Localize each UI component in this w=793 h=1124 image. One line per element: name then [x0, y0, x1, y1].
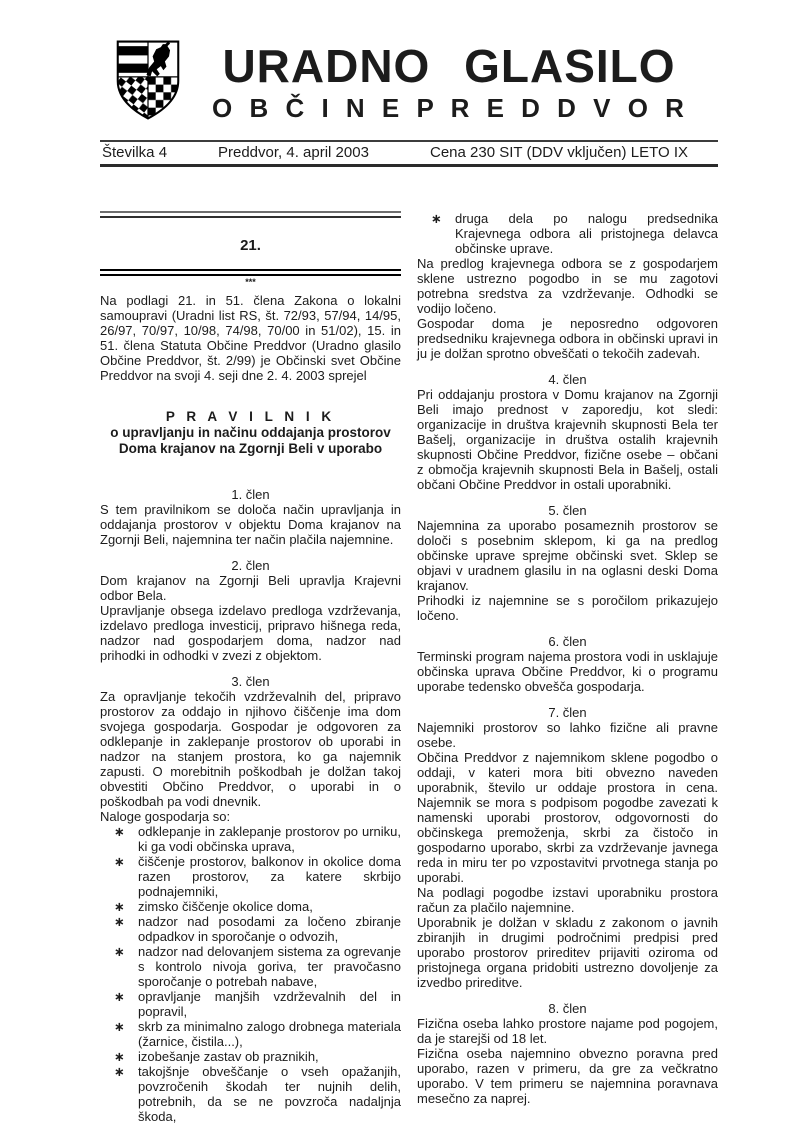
list-item: ∗ nadzor nad posodami za ločeno zbiranje odpadkov in sporočanje o odvozih, [100, 914, 401, 944]
section-heading-1: 1. člen [231, 487, 270, 502]
paragraph: Pri oddajanju prostora v Domu krajanov na Zgornji Beli imajo prednost v zaporedju, kot sledi: organizacije in društva krajevnih skupnosti Bela ter Bašelj, organizacije in društva ostalih krajevnih skupnosti Občine Preddvor, fizične osebe – občani z območja krajevnih skupnosti Bela in Bašelj, ostali občani Občine Preddvor in ostali uporabniki. [417, 387, 718, 492]
section-heading-8: 8. člen [548, 1001, 587, 1016]
horizontal-rule-double [100, 269, 401, 276]
paragraph: Najemnina za uporabo posameznih prostorov se določi s posebnim sklepom, ki ga na predlog občinske uprave sprejme občinski svet. Sklep se objavi v uradnem glasilu in na oglasni deski Doma krajanov. [417, 518, 718, 593]
section-heading-6: 6. člen [548, 634, 587, 649]
regulation-title [100, 409, 401, 457]
intro-paragraph: Na podlagi 21. in 51. člena Zakona o lokalni samoupravi (Uradni list RS, št. 72/93, 57/94, 14/95, 26/97, 70/97, 10/98, 74/98, 70/00 in 51/02), 15. in 51. člena Statuta Občine Preddvor (Uradno glasilo Občine Preddvor, št. 2/99) je Občinski svet Občine Preddvor na svoji 4. seji dne 2. 4. 2003 sprejel [100, 293, 401, 383]
regulation-title-line2: o upravljanju in načinu oddajanja prostorov [110, 425, 391, 440]
article-number: 21. [240, 237, 261, 254]
paragraph: S tem pravilnikom se določa način upravljanja in oddajanja prostorov v objektu Doma krajanov na Zgornji Beli, najemnina ter način plačila najemnine. [100, 502, 401, 547]
masthead-titles [180, 40, 718, 124]
regulation-title-line1: P R A V I L N I K [165, 409, 336, 424]
gazette-subtitle: O B Č I N E P R E D D V O R [212, 93, 686, 123]
paragraph: Na predlog krajevnega odbora se z gospodarjem sklene ustrezno pogodbo in se mu zagotovi potrebna sredstva za vzdrževanje. Odhodki se vodijo ločeno. [417, 256, 718, 316]
list-item: ∗ opravljanje manjših vzdrževalnih del in popravil, [100, 989, 401, 1019]
gazette-page [100, 40, 718, 1124]
list-item: ∗ odklepanje in zaklepanje prostorov po urniku, ki ga vodi občinska uprava, [100, 824, 401, 854]
caretaker-duties-list [100, 824, 401, 1124]
list-item: ∗ zimsko čiščenje okolice doma, [100, 899, 401, 914]
issue-price: Cena 230 SIT (DDV vključen) [430, 144, 627, 161]
paragraph: Gospodar doma je neposredno odgovoren predsedniku krajevnega odbora in občinski upravi in ju je dolžan sprotno obveščati o tekočih zadevah. [417, 316, 718, 361]
list-item: ∗ druga dela po nalogu predsednika Krajevnega odbora ali pristojnega delavca občinske uprave. [417, 211, 718, 256]
list-item: ∗ nadzor nad delovanjem sistema za ogrevanje s kontrolo nivoja goriva, ter pravočasno sporočanje o potrebah nabave, [100, 944, 401, 989]
paragraph: Fizična oseba lahko prostore najame pod pogojem, da je starejši od 18 let. [417, 1016, 718, 1046]
paragraph: Uporabnik je dolžan v skladu z zakonom o javnih zbiranjih in drugimi področnimi predpisi pred uporabo prostorov prireditev prijaviti oziroma od pristojnega organa pridobiti ustrezno dovoljenje za izvedbo prireditve. [417, 915, 718, 990]
section-heading-5: 5. člen [548, 503, 587, 518]
stars-separator: *** [245, 277, 256, 287]
horizontal-rule [100, 211, 401, 218]
section-heading-3: 3. člen [231, 674, 270, 689]
paragraph: Občina Preddvor z najemnikom sklene pogodbo o oddaji, v kateri mora biti obvezno naveden uporabnik, število ur oddaje prostora in cena. Najemnik se mora s podpisom pogodbe zavezati k namenski uporabi prostorov, odgovornosti do občinskega premoženja, skrbi za čistočo in gospodarno uporabo, skrbi za vzdrževanje javnega reda in miru ter po vzpostavitvi prvotnega stanja po uporabi. [417, 750, 718, 885]
list-item: ∗ skrb za minimalno zalogo drobnega materiala (žarnice, čistila...), [100, 1019, 401, 1049]
paragraph: Upravljanje obsega izdelavo predloga vzdrževanja, izdelavo predloga investicij, pripravo hišnega reda, nadzor nad gospodarjem doma, nadzor nad prihodki in odhodki v zvezi z objektom. [100, 603, 401, 663]
paragraph: Za opravljanje tekočih vzdrževalnih del, pripravo prostorov za oddajo in njihovo čiščenje ima dom svojega gospodarja. Gospodar je odgovoren za odklepanje in zaklepanje prostorov ob uporabi in nadzor na stanjem prostora, ko ga najemnik zapusti. O morebitnih poškodbah je dolžan takoj obvestiti Občino Preddvor, o uporabi in o poškodbah pa vodi dnevnik. [100, 689, 401, 809]
regulation-title-line3: Doma krajanov na Zgornji Beli v uporabo [118, 441, 383, 456]
paragraph: Prihodki iz najemnine se s poročilom prikazujejo ločeno. [417, 593, 718, 623]
issue-info-bar [100, 140, 718, 167]
list-item: ∗ čiščenje prostorov, balkonov in okolice doma razen prostorov, za katere skrbijo podnajemniki, [100, 854, 401, 899]
coat-of-arms-icon [116, 40, 180, 120]
caretaker-duties-list-continued [417, 211, 718, 256]
masthead [100, 40, 718, 124]
left-column [100, 211, 401, 1124]
issue-place-date: Preddvor, 4. april 2003 [218, 144, 369, 161]
section-heading-7: 7. člen [548, 705, 587, 720]
paragraph: Najemniki prostorov so lahko fizične ali pravne osebe. [417, 720, 718, 750]
issue-year: LETO IX [630, 144, 688, 161]
paragraph: Terminski program najema prostora vodi in usklajuje občinska uprava Občine Preddvor, ki o programu uporabe tedensko obvešča gospodarja. [417, 649, 718, 694]
paragraph: Naloge gospodarja so: [100, 809, 231, 824]
paragraph: Dom krajanov na Zgornji Beli upravlja Krajevni odbor Bela. [100, 573, 401, 603]
gazette-title: URADNO GLASILO [222, 40, 676, 92]
paragraph: Na podlagi pogodbe izstavi uporabniku prostora račun za plačilo najemnine. [417, 885, 718, 915]
right-column [417, 211, 718, 1124]
section-heading-4: 4. člen [548, 372, 587, 387]
document-body [100, 211, 718, 1124]
paragraph: Fizična oseba najemnino obvezno poravna pred uporabo, razen v primeru, da gre za večkratno uporabo. V tem primeru se najemnina poravnava mesečno za naprej. [417, 1046, 718, 1106]
issue-number: Številka 4 [102, 144, 168, 161]
list-item: ∗ takojšnje obveščanje o vseh opažanjih, povzročenih škodah ter nujnih delih, potrebnih, da se ne povzroča nadaljnja škoda, [100, 1064, 401, 1124]
list-item: ∗ izobešanje zastav ob praznikih, [100, 1049, 401, 1064]
section-heading-2: 2. člen [231, 558, 270, 573]
